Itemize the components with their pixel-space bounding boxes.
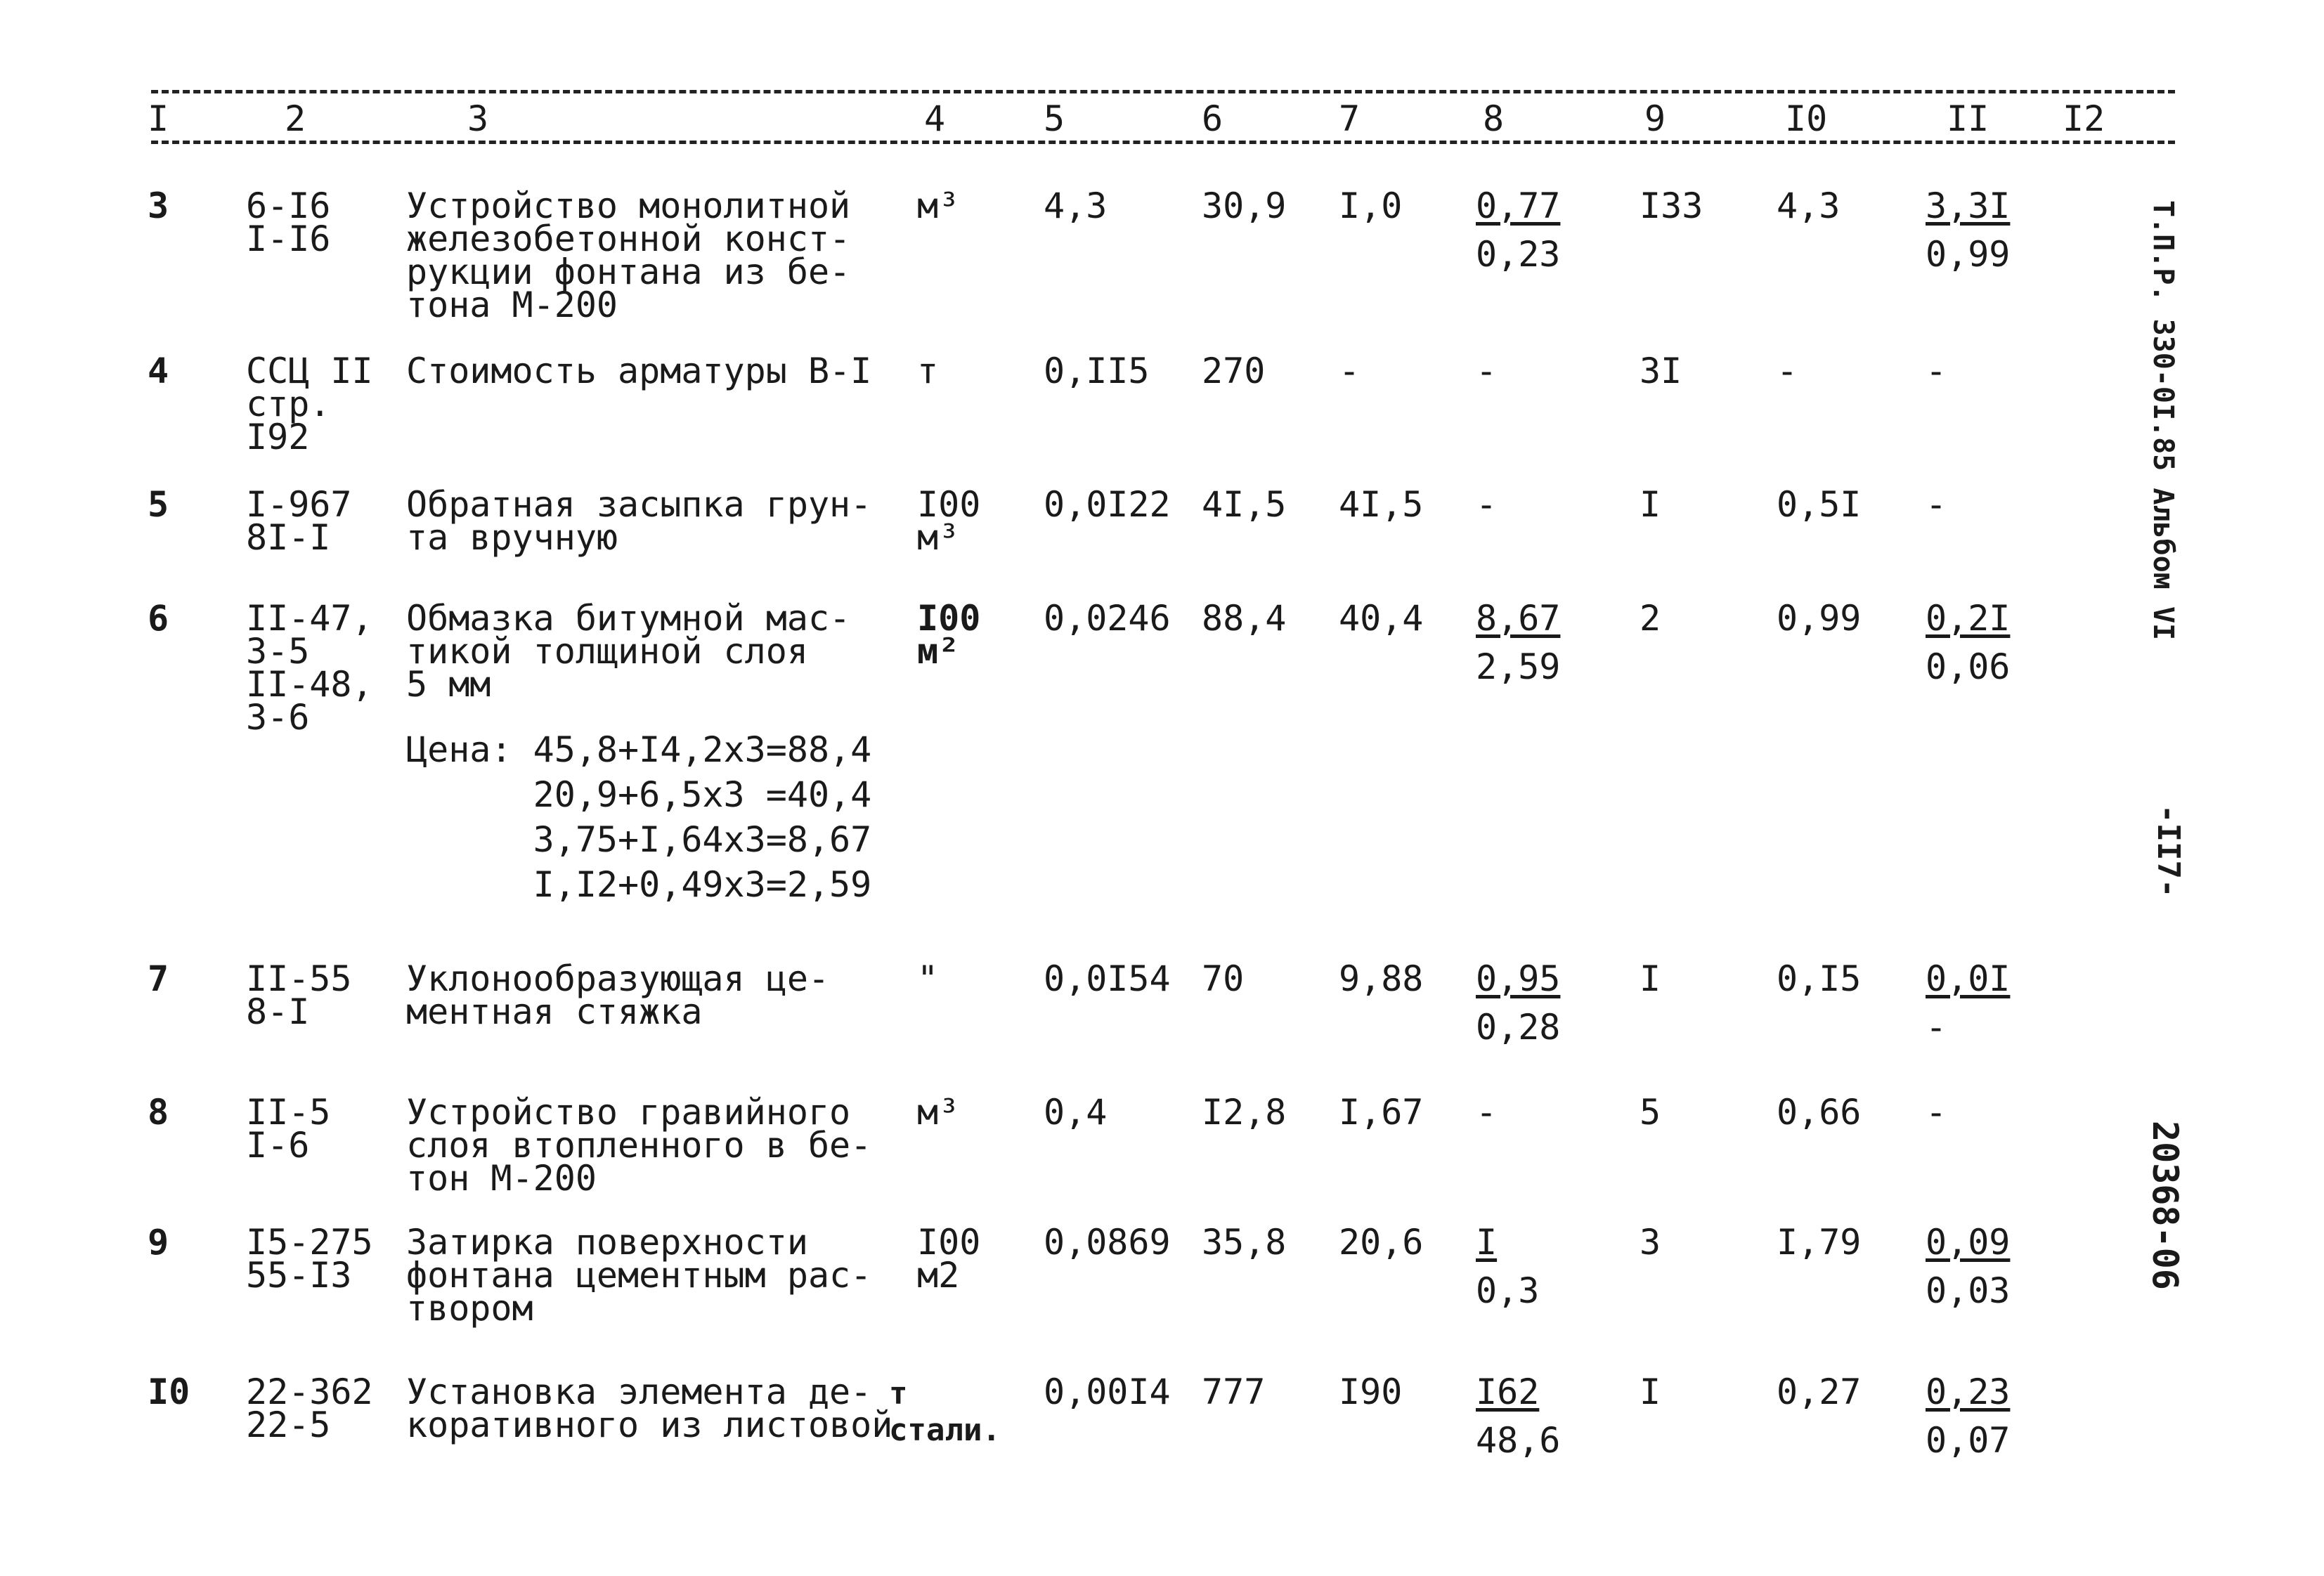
total-wage: - <box>1777 351 1798 391</box>
total-wage: 0,5I <box>1777 484 1862 525</box>
header-col-9: 9 <box>1644 98 1666 139</box>
wage: I,0 <box>1339 185 1403 226</box>
unit-price: I2,8 <box>1202 1092 1287 1133</box>
header-col-5: 5 <box>1044 98 1065 139</box>
machine-cost: I 0,3 <box>1476 1222 1540 1311</box>
work-name: Затирка поверхности фонтана цементным рас- твором <box>406 1222 872 1329</box>
row-number: 3 <box>148 185 169 226</box>
work-name: Обмазка битумной мас- тикой толщиной слоя 5 мм <box>406 598 851 705</box>
norm-code: I5-275 55-I3 <box>246 1222 373 1296</box>
total-wage: I,79 <box>1777 1222 1862 1263</box>
unit-price: 270 <box>1202 351 1266 391</box>
row-number: 7 <box>148 958 169 999</box>
row-number: I0 <box>148 1372 190 1412</box>
total-cost: 3I <box>1640 351 1682 391</box>
total-machine: - <box>1926 351 1947 391</box>
quantity: 0,4 <box>1044 1092 1108 1133</box>
quantity: 0,II5 <box>1044 351 1150 391</box>
total-wage: 0,27 <box>1777 1372 1862 1412</box>
header-col-11: II <box>1947 98 1989 139</box>
header-col-8: 8 <box>1483 98 1505 139</box>
norm-code: 6-I6 I-I6 <box>246 185 331 259</box>
unit-price: 70 <box>1202 958 1245 999</box>
price-line: Цена: 45,8+I4,2x3=88,4 <box>406 729 872 770</box>
price-line: I,I2+0,49x3=2,59 <box>406 864 872 905</box>
total-machine: 0,09 0,03 <box>1926 1222 2011 1311</box>
total-wage: 4,3 <box>1777 185 1841 226</box>
machine-cost: I62 48,6 <box>1476 1372 1561 1461</box>
wage: 9,88 <box>1339 958 1424 999</box>
total-machine: 3,3I 0,99 <box>1926 185 2011 275</box>
header-col-3: 3 <box>467 98 489 139</box>
page-number: -II7- <box>2150 805 2186 898</box>
wage: - <box>1339 351 1361 391</box>
total-cost: I33 <box>1640 185 1703 226</box>
machine-cost: - <box>1476 484 1498 525</box>
wage: I,67 <box>1339 1092 1424 1133</box>
work-name: Обратная засыпка грун- та вручную <box>406 484 872 558</box>
total-machine: 0,2I 0,06 <box>1926 598 2011 687</box>
total-cost: I <box>1640 1372 1661 1412</box>
unit-price: 4I,5 <box>1202 484 1287 525</box>
total-machine: 0,0I - <box>1926 958 2011 1048</box>
header-col-1: I <box>148 98 169 139</box>
total-wage: 0,66 <box>1777 1092 1862 1133</box>
machine-cost: - <box>1476 1092 1498 1133</box>
unit: м³ <box>917 185 960 226</box>
quantity: 4,3 <box>1044 185 1108 226</box>
header-col-6: 6 <box>1202 98 1223 139</box>
machine-cost: - <box>1476 351 1498 391</box>
header-col-2: 2 <box>285 98 306 139</box>
quantity: 0,00I4 <box>1044 1372 1171 1412</box>
total-wage: 0,99 <box>1777 598 1862 639</box>
unit: т <box>917 351 939 391</box>
row-number: 5 <box>148 484 169 525</box>
work-name: Стоимость арматуры В-I <box>406 351 872 391</box>
unit: I00 м2 <box>917 1222 981 1296</box>
wage: 4I,5 <box>1339 484 1424 525</box>
row-number: 9 <box>148 1222 169 1263</box>
quantity: 0,0I22 <box>1044 484 1171 525</box>
machine-cost: 8,67 2,59 <box>1476 598 1561 687</box>
quantity: 0,0869 <box>1044 1222 1171 1263</box>
wage: I90 <box>1339 1372 1403 1412</box>
price-line: 20,9+6,5x3 =40,4 <box>406 774 872 815</box>
quantity: 0,0246 <box>1044 598 1171 639</box>
norm-code: II-5 I-6 <box>246 1092 331 1166</box>
unit: т стали. <box>889 1376 1001 1448</box>
work-name: Устройство гравийного слоя втопленного в бе- тон М-200 <box>406 1092 872 1199</box>
unit-price: 35,8 <box>1202 1222 1287 1263</box>
row-number: 6 <box>148 598 169 639</box>
total-cost: 2 <box>1640 598 1661 639</box>
header-col-12: I2 <box>2063 98 2105 139</box>
unit-price: 30,9 <box>1202 185 1287 226</box>
total-machine: 0,23 0,07 <box>1926 1372 2011 1461</box>
machine-cost: 0,77 0,23 <box>1476 185 1561 275</box>
work-name: Установка элемента де- коративного из листовой <box>406 1372 893 1445</box>
total-machine: - <box>1926 484 1947 525</box>
inventory-number: 20368-06 <box>2145 1121 2186 1290</box>
work-name: Уклонообразующая це- ментная стяжка <box>406 958 830 1032</box>
total-cost: I <box>1640 958 1661 999</box>
total-cost: I <box>1640 484 1661 525</box>
album-reference: Т.П.Р. 330-0I.85 Альбом VI <box>2147 200 2179 641</box>
norm-code: II-47, 3-5 II-48, 3-6 <box>246 598 373 738</box>
work-name: Устройство монолитной железобетонной конст- рукции фонтана из бе- тона М-200 <box>406 185 851 325</box>
wage: 40,4 <box>1339 598 1424 639</box>
norm-code: 22-362 22-5 <box>246 1372 373 1445</box>
norm-code: II-55 8-I <box>246 958 352 1032</box>
unit: " <box>917 958 939 999</box>
total-machine: - <box>1926 1092 1947 1133</box>
row-number: 8 <box>148 1092 169 1133</box>
header-col-10: I0 <box>1785 98 1828 139</box>
unit-price: 777 <box>1202 1372 1266 1412</box>
header-col-4: 4 <box>924 98 946 139</box>
unit: I00 м³ <box>917 484 981 558</box>
price-line: 3,75+I,64x3=8,67 <box>406 819 872 860</box>
unit: I00 м² <box>917 598 981 672</box>
header-top-rule <box>151 90 2175 93</box>
total-wage: 0,I5 <box>1777 958 1862 999</box>
row-number: 4 <box>148 351 169 391</box>
unit: м³ <box>917 1092 960 1133</box>
machine-cost: 0,95 0,28 <box>1476 958 1561 1048</box>
header-bottom-rule <box>151 141 2175 144</box>
wage: 20,6 <box>1339 1222 1424 1263</box>
total-cost: 3 <box>1640 1222 1661 1263</box>
total-cost: 5 <box>1640 1092 1661 1133</box>
norm-code: ССЦ II стр. I92 <box>246 351 373 457</box>
header-col-7: 7 <box>1339 98 1361 139</box>
norm-code: I-967 8I-I <box>246 484 352 558</box>
quantity: 0,0I54 <box>1044 958 1171 999</box>
unit-price: 88,4 <box>1202 598 1287 639</box>
